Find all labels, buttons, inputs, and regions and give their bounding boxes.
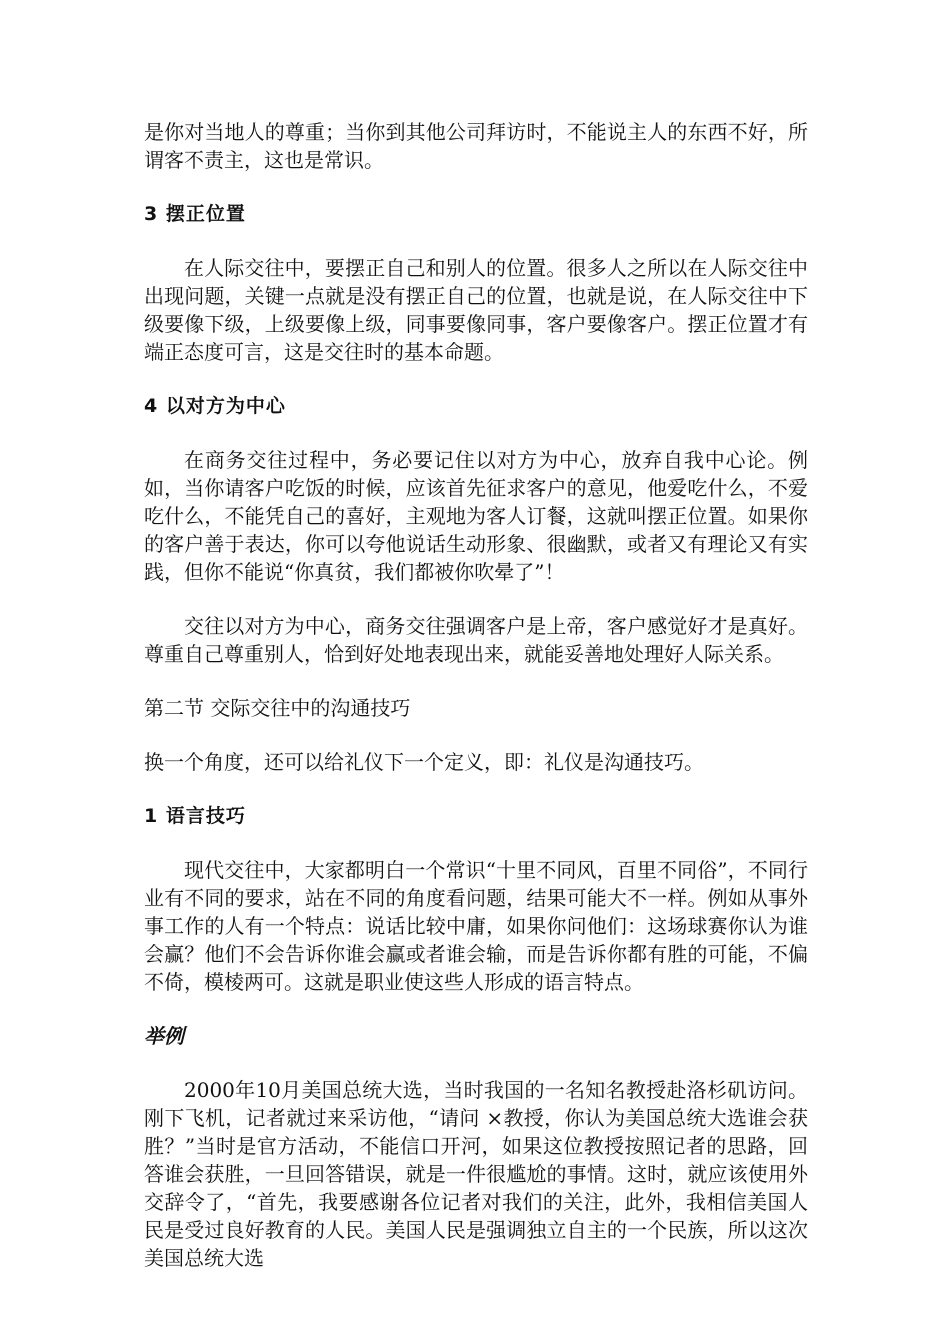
paragraph-center-2: 交往以对方为中心，商务交往强调客户是上帝，客户感觉好才是真好。尊重自己尊重别人，恰到好处地表现出来，就能妥善地处理好人际关系。 [144, 614, 808, 666]
paragraph-position: 在人际交往中，要摆正自己和别人的位置。很多人之所以在人际交往中出现问题，关键一点就是没有摆正自己的位置，也就是说，在人际交往中下级要像下级，上级要像上级，同事要像同事，客户要像客户。摆正位置才有端正态度可言，这是交往时的基本命题。 [144, 256, 808, 364]
heading-position: 3 摆正位置 [144, 203, 246, 225]
paragraph-section2: 换一个角度，还可以给礼仪下一个定义，即：礼仪是沟通技巧。 [144, 750, 704, 774]
heading-language: 1 语言技巧 [144, 805, 246, 827]
document-page [144, 118, 808, 1298]
paragraph-center-1: 在商务交往过程中，务必要记住以对方为中心，放弃自我中心论。例如，当你请客户吃饭的时候，应该首先征求客户的意见，他爱吃什么，不爱吃什么，不能凭自己的喜好，主观地为客人订餐，这就叫摆正位置。如果你的客户善于表达，你可以夸他说话生动形象、很幽默，或者又有理论又有实践，但你不能说“你真贫，我们都被你吹晕了”！ [144, 448, 808, 584]
paragraph-example: 2000年10月美国总统大选，当时我国的一名知名教授赴洛杉矶访问。刚下飞机，记者就过来采访他，“请问 ×教授，你认为美国总统大选谁会获胜？”当时是官方活动，不能信口开河，如果这位教授按照记者的思路，回答谁会获胜，一旦回答错误，就是一件很尴尬的事情。这时，就应该使用外交辞令了，“首先，我要感谢各位记者对我们的关注，此外，我相信美国人民是受过良好教育的人民。美国人民是强调独立自主的一个民族，所以这次美国总统大选 [144, 1078, 808, 1270]
example-label: 举例 [144, 1024, 184, 1048]
heading-center: 4 以对方为中心 [144, 395, 286, 417]
section-title: 第二节 交际交往中的沟通技巧 [144, 696, 411, 720]
paragraph-language: 现代交往中，大家都明白一个常识“十里不同风，百里不同俗”，不同行业有不同的要求，站在不同的角度看问题，结果可能大不一样。例如从事外事工作的人有一个特点：说话比较中庸，如果你问他们：这场球赛你认为谁会赢？他们不会告诉你谁会赢或者谁会输，而是告诉你都有胜的可能，不偏不倚，模棱两可。这就是职业使这些人形成的语言特点。 [144, 858, 808, 994]
paragraph-intro: 是你对当地人的尊重；当你到其他公司拜访时，不能说主人的东西不好，所谓客不责主，这也是常识。 [144, 120, 808, 172]
